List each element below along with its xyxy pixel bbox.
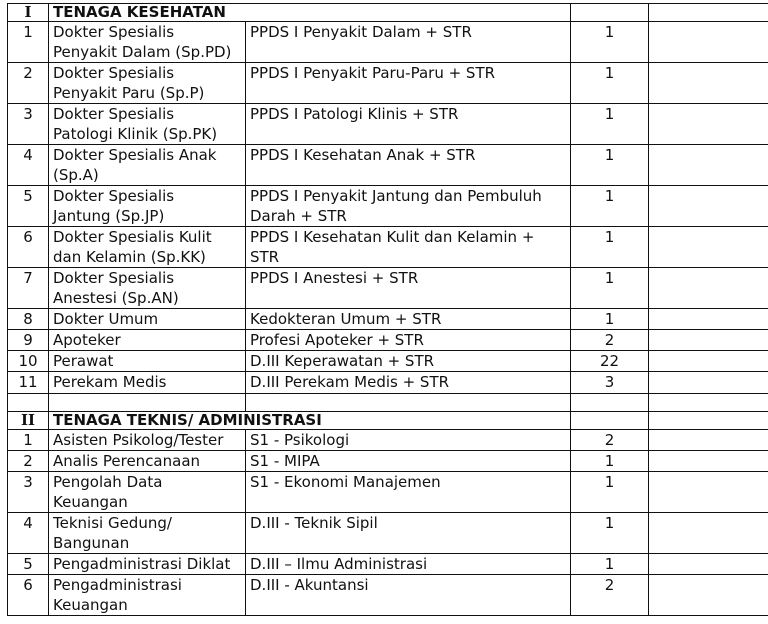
empty-cell bbox=[571, 394, 649, 412]
empty-cell bbox=[649, 268, 768, 309]
quantity-cell: 1 bbox=[571, 227, 649, 268]
quantity-cell: 2 bbox=[571, 330, 649, 351]
table-row bbox=[8, 372, 768, 394]
position-line: Keuangan bbox=[53, 493, 128, 511]
empty-cell bbox=[649, 430, 768, 451]
position-line: Dokter Spesialis bbox=[53, 23, 175, 41]
quantity-cell: 1 bbox=[571, 309, 649, 330]
table-row bbox=[8, 554, 768, 575]
position-cell bbox=[49, 22, 246, 63]
empty-cell bbox=[649, 575, 768, 616]
position-line: dan Kelamin (Sp.KK) bbox=[53, 248, 206, 266]
table-row bbox=[8, 22, 768, 63]
row-number: 3 bbox=[8, 472, 49, 513]
quantity-cell: 1 bbox=[571, 268, 649, 309]
table-row bbox=[8, 104, 768, 145]
position-line: Analis Perencanaan bbox=[53, 452, 201, 470]
row-number: 2 bbox=[8, 451, 49, 472]
position-line: Dokter Spesialis bbox=[53, 269, 175, 287]
empty-cell bbox=[649, 412, 768, 430]
section-header-row bbox=[8, 4, 768, 22]
position-cell bbox=[49, 554, 246, 575]
position-line: Jantung (Sp.JP) bbox=[53, 207, 165, 225]
qualification-line: D.III - Teknik Sipil bbox=[250, 514, 378, 532]
qualification-line: D.III Perekam Medis + STR bbox=[250, 373, 450, 391]
row-number: 9 bbox=[8, 330, 49, 351]
empty-cell bbox=[649, 104, 768, 145]
qualification-line: S1 - MIPA bbox=[250, 452, 320, 470]
qualification-cell bbox=[246, 22, 571, 63]
row-number: 1 bbox=[8, 22, 49, 63]
position-line: Bangunan bbox=[53, 534, 130, 552]
position-line: Dokter Spesialis bbox=[53, 64, 175, 82]
quantity-cell: 1 bbox=[571, 186, 649, 227]
section-header-row bbox=[8, 412, 768, 430]
qualification-line: D.III – Ilmu Administrasi bbox=[250, 555, 428, 573]
position-cell bbox=[49, 451, 246, 472]
qualification-line: PPDS I Kesehatan Kulit dan Kelamin + bbox=[250, 228, 535, 246]
table-row bbox=[8, 227, 768, 268]
empty-cell bbox=[649, 554, 768, 575]
row-number: 10 bbox=[8, 351, 49, 372]
empty-cell bbox=[649, 513, 768, 554]
qualification-line: S1 - Psikologi bbox=[250, 431, 350, 449]
row-number: 4 bbox=[8, 145, 49, 186]
position-line: Apoteker bbox=[53, 331, 121, 349]
qualification-line: Profesi Apoteker + STR bbox=[250, 331, 424, 349]
qualification-cell bbox=[246, 186, 571, 227]
qualification-line: D.III Keperawatan + STR bbox=[250, 352, 435, 370]
empty-cell bbox=[649, 330, 768, 351]
qualification-cell bbox=[246, 430, 571, 451]
qualification-cell bbox=[246, 472, 571, 513]
position-cell bbox=[49, 309, 246, 330]
position-line: Dokter Spesialis bbox=[53, 187, 175, 205]
quantity-cell: 3 bbox=[571, 372, 649, 394]
position-cell bbox=[49, 268, 246, 309]
table-row bbox=[8, 472, 768, 513]
qualification-cell bbox=[246, 63, 571, 104]
empty-cell bbox=[649, 4, 768, 22]
position-cell bbox=[49, 145, 246, 186]
section-title: TENAGA TEKNIS/ ADMINISTRASI bbox=[49, 412, 571, 430]
table-row bbox=[8, 330, 768, 351]
empty-cell bbox=[8, 394, 49, 412]
empty-cell bbox=[246, 394, 571, 412]
position-cell bbox=[49, 513, 246, 554]
position-cell bbox=[49, 63, 246, 104]
position-line: Penyakit Paru (Sp.P) bbox=[53, 84, 205, 102]
empty-cell bbox=[649, 472, 768, 513]
position-line: Dokter Umum bbox=[53, 310, 159, 328]
quantity-cell: 1 bbox=[571, 63, 649, 104]
position-line: Dokter Spesialis Kulit bbox=[53, 228, 212, 246]
section-number: II bbox=[8, 412, 49, 430]
table-row bbox=[8, 451, 768, 472]
qualification-line: PPDS I Patologi Klinis + STR bbox=[250, 105, 459, 123]
row-number: 1 bbox=[8, 430, 49, 451]
position-cell bbox=[49, 472, 246, 513]
empty-cell bbox=[649, 351, 768, 372]
position-cell bbox=[49, 575, 246, 616]
qualification-cell bbox=[246, 104, 571, 145]
quantity-cell: 2 bbox=[571, 430, 649, 451]
empty-cell bbox=[649, 451, 768, 472]
qualification-cell bbox=[246, 372, 571, 394]
staffing-table bbox=[7, 3, 768, 616]
table-row bbox=[8, 513, 768, 554]
position-cell bbox=[49, 186, 246, 227]
qualification-cell bbox=[246, 451, 571, 472]
qualification-cell bbox=[246, 351, 571, 372]
empty-cell bbox=[649, 63, 768, 104]
empty-cell bbox=[649, 394, 768, 412]
qualification-line: PPDS I Penyakit Jantung dan Pembuluh bbox=[250, 187, 542, 205]
qualification-line: PPDS I Anestesi + STR bbox=[250, 269, 419, 287]
table-row bbox=[8, 430, 768, 451]
row-number: 7 bbox=[8, 268, 49, 309]
position-cell bbox=[49, 372, 246, 394]
position-line: Teknisi Gedung/ bbox=[53, 514, 172, 532]
quantity-cell: 1 bbox=[571, 145, 649, 186]
qualification-cell bbox=[246, 268, 571, 309]
position-line: (Sp.A) bbox=[53, 166, 99, 184]
quantity-cell: 1 bbox=[571, 104, 649, 145]
row-number: 3 bbox=[8, 104, 49, 145]
table-row bbox=[8, 63, 768, 104]
position-line: Penyakit Dalam (Sp.PD) bbox=[53, 43, 232, 61]
position-line: Pengadministrasi Diklat bbox=[53, 555, 231, 573]
row-number: 4 bbox=[8, 513, 49, 554]
spacer-row bbox=[8, 394, 768, 412]
position-line: Dokter Spesialis bbox=[53, 105, 175, 123]
qualification-cell bbox=[246, 575, 571, 616]
position-cell bbox=[49, 351, 246, 372]
section-number: I bbox=[8, 4, 49, 22]
row-number: 5 bbox=[8, 554, 49, 575]
empty-cell bbox=[571, 412, 649, 430]
qualification-cell bbox=[246, 309, 571, 330]
qualification-line: Kedokteran Umum + STR bbox=[250, 310, 442, 328]
row-number: 6 bbox=[8, 227, 49, 268]
quantity-cell: 1 bbox=[571, 554, 649, 575]
position-line: Pengolah Data bbox=[53, 473, 163, 491]
empty-cell bbox=[649, 227, 768, 268]
qualification-line: Darah + STR bbox=[250, 207, 347, 225]
qualification-cell bbox=[246, 227, 571, 268]
position-cell bbox=[49, 430, 246, 451]
qualification-cell bbox=[246, 554, 571, 575]
table-row bbox=[8, 145, 768, 186]
row-number: 11 bbox=[8, 372, 49, 394]
position-line: Pengadministrasi bbox=[53, 576, 182, 594]
row-number: 2 bbox=[8, 63, 49, 104]
table-row bbox=[8, 575, 768, 616]
row-number: 8 bbox=[8, 309, 49, 330]
empty-cell bbox=[49, 394, 246, 412]
qualification-cell bbox=[246, 330, 571, 351]
position-line: Asisten Psikolog/Tester bbox=[53, 431, 224, 449]
empty-cell bbox=[649, 22, 768, 63]
qualification-cell bbox=[246, 145, 571, 186]
qualification-cell bbox=[246, 513, 571, 554]
empty-cell bbox=[649, 186, 768, 227]
position-cell bbox=[49, 104, 246, 145]
qualification-line: PPDS I Penyakit Dalam + STR bbox=[250, 23, 472, 41]
qualification-line: STR bbox=[250, 248, 280, 266]
qualification-line: PPDS I Penyakit Paru-Paru + STR bbox=[250, 64, 496, 82]
table-row bbox=[8, 309, 768, 330]
quantity-cell: 2 bbox=[571, 575, 649, 616]
position-line: Dokter Spesialis Anak bbox=[53, 146, 217, 164]
qualification-line: S1 - Ekonomi Manajemen bbox=[250, 473, 441, 491]
table-row bbox=[8, 268, 768, 309]
empty-cell bbox=[571, 4, 649, 22]
quantity-cell: 1 bbox=[571, 472, 649, 513]
row-number: 5 bbox=[8, 186, 49, 227]
table-row bbox=[8, 186, 768, 227]
position-line: Perawat bbox=[53, 352, 114, 370]
section-title: TENAGA KESEHATAN bbox=[49, 4, 571, 22]
table-row bbox=[8, 351, 768, 372]
empty-cell bbox=[649, 372, 768, 394]
position-cell bbox=[49, 330, 246, 351]
qualification-line: PPDS I Kesehatan Anak + STR bbox=[250, 146, 476, 164]
position-cell bbox=[49, 227, 246, 268]
quantity-cell: 1 bbox=[571, 513, 649, 554]
position-line: Patologi Klinik (Sp.PK) bbox=[53, 125, 218, 143]
position-line: Perekam Medis bbox=[53, 373, 167, 391]
empty-cell bbox=[649, 145, 768, 186]
position-line: Keuangan bbox=[53, 596, 128, 614]
empty-cell bbox=[649, 309, 768, 330]
qualification-line: D.III - Akuntansi bbox=[250, 576, 369, 594]
row-number: 6 bbox=[8, 575, 49, 616]
quantity-cell: 1 bbox=[571, 451, 649, 472]
quantity-cell: 22 bbox=[571, 351, 649, 372]
quantity-cell: 1 bbox=[571, 22, 649, 63]
position-line: Anestesi (Sp.AN) bbox=[53, 289, 179, 307]
